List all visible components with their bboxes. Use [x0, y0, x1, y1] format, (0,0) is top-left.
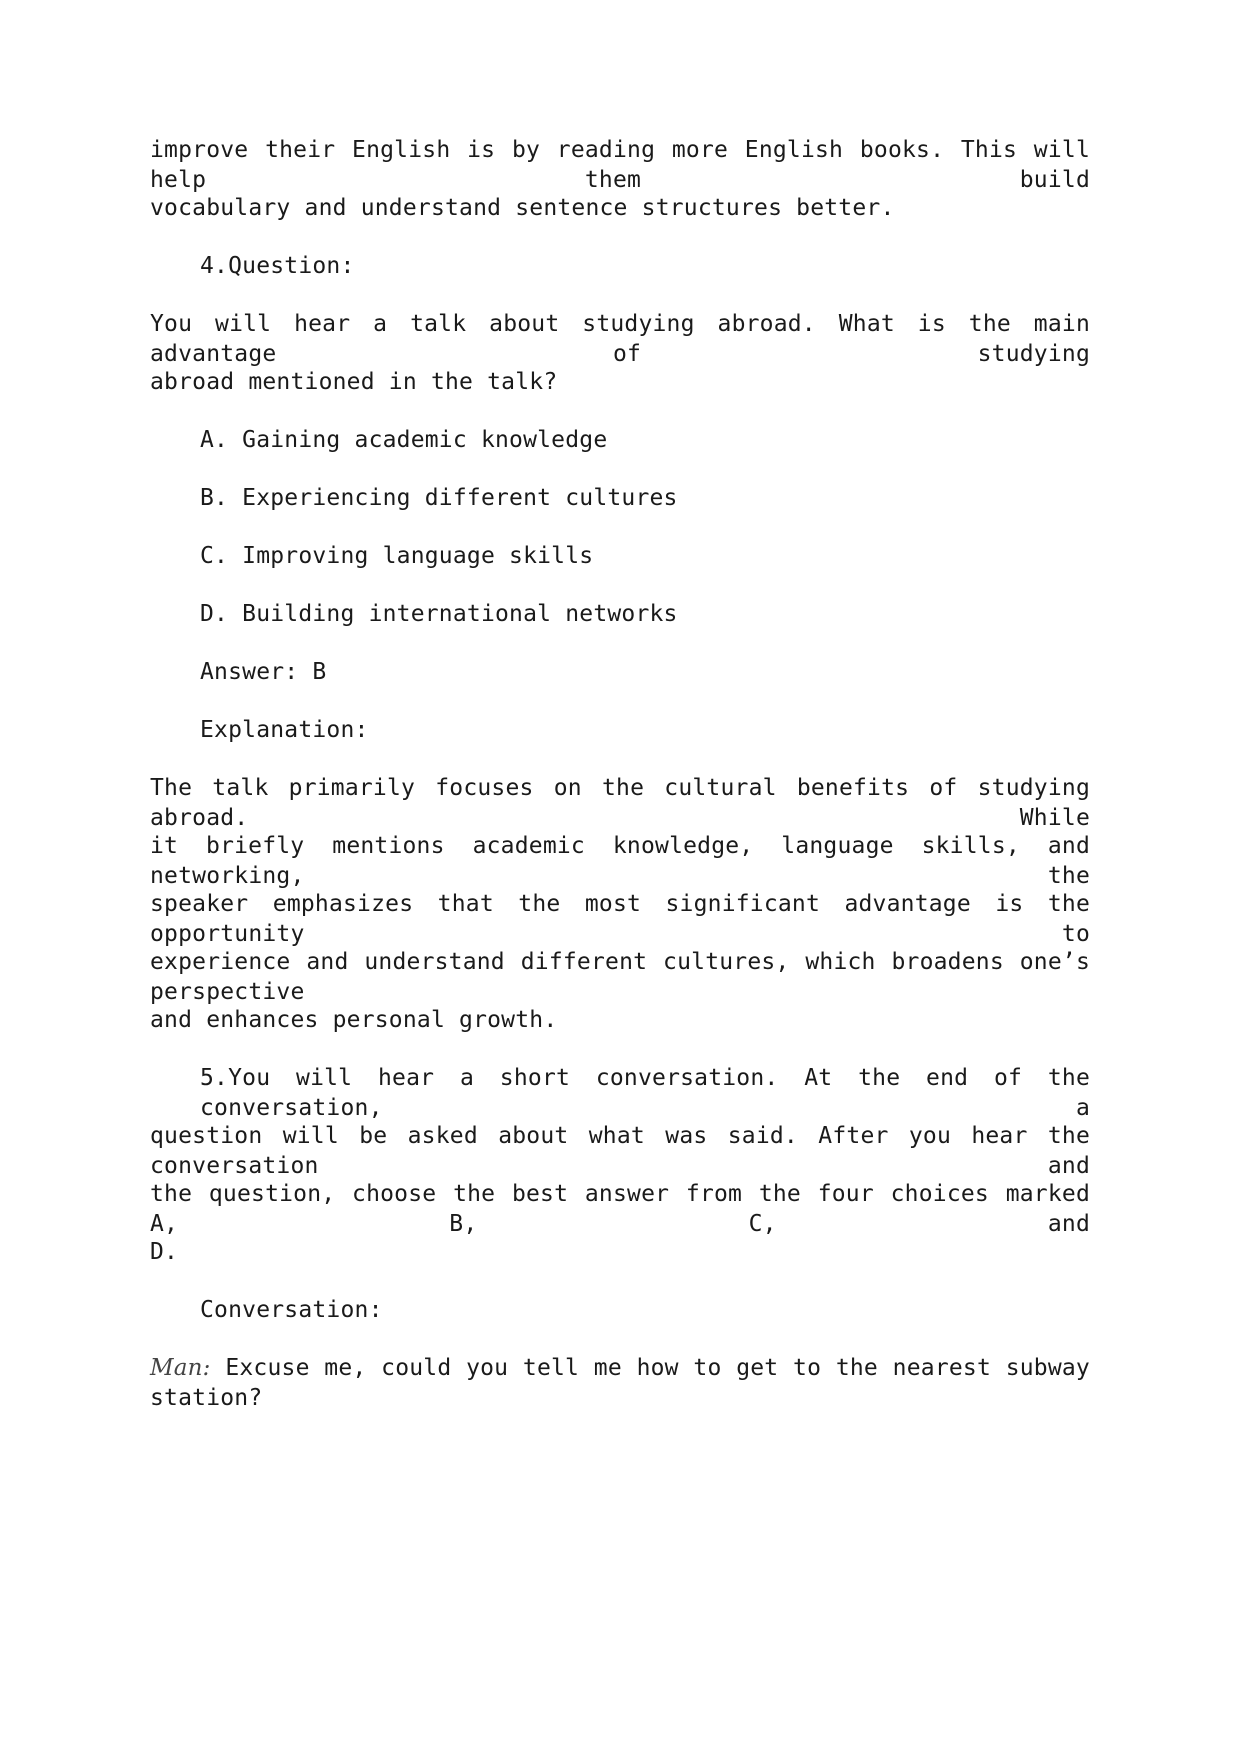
option-b: B. Experiencing different cultures	[200, 485, 678, 511]
conversation-heading: Conversation:	[200, 1297, 383, 1323]
dialogue-line	[150, 1353, 1090, 1413]
question-text: You will hear a talk about studying abroad. What is the main advantage of studying	[150, 311, 1090, 367]
option-a: A. Gaining academic knowledge	[200, 427, 608, 453]
option-c: C. Improving language skills	[200, 543, 594, 569]
option-d: D. Building international networks	[200, 601, 678, 627]
question-heading: 4.Question:	[200, 253, 355, 279]
explanation-line: it briefly mentions academic knowledge, language skills, and networking, the	[150, 833, 1090, 889]
speaker-label: Man:	[150, 1355, 211, 1381]
paragraph-line: vocabulary and understand sentence structures better.	[150, 195, 895, 221]
instruction-line: 5.You will hear a short conversation. At the end of the conversation, a	[200, 1065, 1090, 1121]
answer-line: Answer: B	[200, 659, 327, 685]
explanation-line: The talk primarily focuses on the cultural benefits of studying abroad. While	[150, 775, 1090, 831]
explanation-line: speaker emphasizes that the most significant advantage is the opportunity to	[150, 891, 1090, 947]
explanation-line: and enhances personal growth.	[150, 1007, 558, 1033]
explanation-heading: Explanation:	[200, 717, 369, 743]
instruction-line: question will be asked about what was said. After you hear the conversation and	[150, 1123, 1090, 1179]
question-text: abroad mentioned in the talk?	[150, 369, 558, 395]
paragraph-line: improve their English is by reading more English books. This will help them build	[150, 137, 1090, 193]
instruction-line: the question, choose the best answer from the four choices marked A, B, C, and	[150, 1181, 1090, 1237]
instruction-line: D.	[150, 1239, 179, 1265]
dialogue-text: Excuse me, could you tell me how to get to the nearest subway station?	[150, 1355, 1090, 1411]
explanation-line: experience and understand different cultures, which broadens one’s perspective	[150, 949, 1090, 1005]
